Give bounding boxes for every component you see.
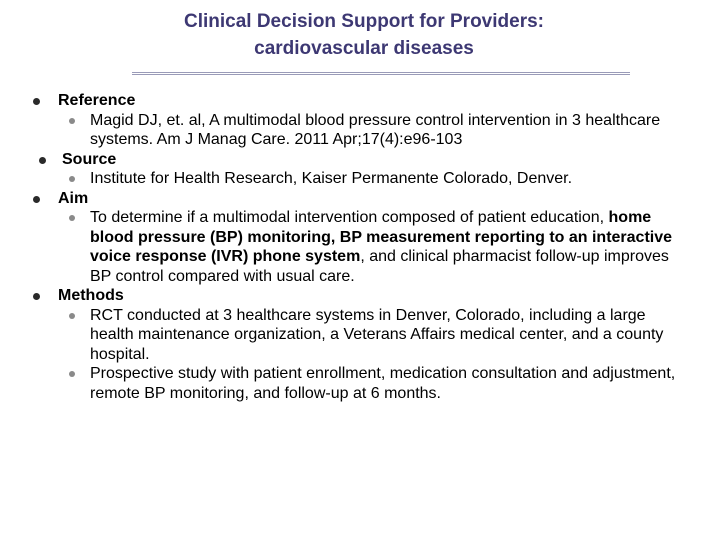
methods-item-1 [0, 306, 720, 365]
section-source [0, 150, 720, 170]
sub-bullet-icon [69, 118, 75, 124]
sub-bullet-icon [69, 371, 75, 377]
reference-item [0, 111, 720, 150]
source-label: Source [62, 150, 117, 168]
reference-label: Reference [58, 92, 136, 109]
methods-label: Methods [58, 287, 124, 304]
title-divider [132, 72, 630, 75]
aim-text-part2: , and clinical pharmacist follow-up improves BP control compared with usual care. [90, 248, 669, 285]
bullet-icon [33, 293, 40, 300]
reference-citation: Magid DJ, et. al, A multimodal blood pressure control intervention in 3 healthcare systems. Am J Manag Care. 2011 Apr;17(4):e96-103 [90, 111, 661, 148]
sub-bullet-icon [69, 176, 75, 182]
title-line-2: cardiovascular diseases [254, 38, 474, 59]
aim-item [0, 208, 720, 286]
sub-bullet-icon [69, 313, 75, 319]
source-item [0, 169, 720, 189]
aim-text-part1: To determine if a multimodal intervention composed of patient education, [90, 209, 609, 226]
bullet-icon [39, 157, 46, 164]
aim-text-bold: home blood pressure (BP) monitoring, BP measurement reporting to an interactive voice response (IVR) phone system [90, 209, 673, 265]
aim-text [90, 208, 692, 286]
section-methods [0, 286, 720, 306]
bullet-icon [33, 196, 40, 203]
title-line-1: Clinical Decision Support for Providers: [183, 11, 544, 32]
methods-text-2: Prospective study with patient enrollment, medication consultation and adjustment, remote BP monitoring, and follow-up at 6 months. [90, 365, 676, 402]
methods-item-2 [0, 364, 720, 403]
section-reference [0, 91, 720, 111]
methods-text-1: RCT conducted at 3 healthcare systems in Denver, Colorado, including a large health maintenance organization, a Veterans Affairs medical center, and a county hospital. [90, 306, 664, 363]
slide-body [0, 91, 720, 403]
sub-bullet-icon [69, 215, 75, 221]
source-text: Institute for Health Research, Kaiser Permanente Colorado, Denver. [90, 170, 573, 187]
section-aim [0, 189, 720, 209]
aim-label: Aim [58, 189, 89, 207]
slide-title [0, 8, 720, 62]
bullet-icon [33, 98, 40, 105]
